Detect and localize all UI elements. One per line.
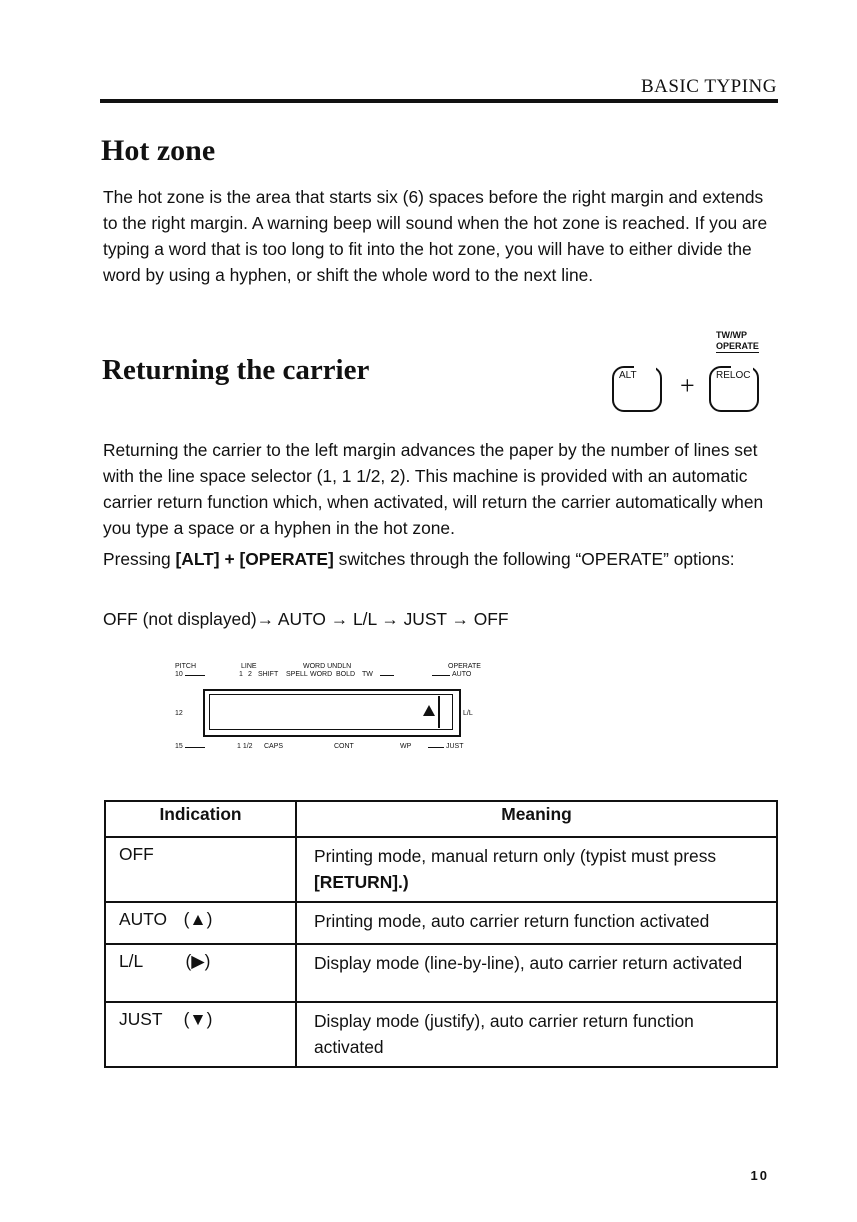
heading-hot-zone: Hot zone [101, 134, 216, 167]
meaning-text: Display mode (justify), auto carrier return function activated [314, 1011, 694, 1057]
running-header: BASIC TYPING [640, 76, 777, 97]
column-header-indication: Indication [105, 801, 296, 837]
alt-key-icon [612, 366, 662, 412]
indication-cell [105, 837, 296, 902]
up-triangle-icon: (▲) [183, 909, 213, 929]
indication-table [104, 800, 778, 1068]
label-line-1: 1 [239, 671, 243, 678]
label-auto: AUTO [452, 671, 472, 678]
meaning-cell [296, 944, 777, 1002]
plus-ref: + [219, 549, 240, 569]
reloc-key-label: RELOC [716, 370, 751, 381]
lcd-divider [438, 696, 440, 728]
key-notch [634, 365, 656, 370]
indication-cell [105, 902, 296, 944]
alt-key-ref: [ALT] [175, 549, 220, 569]
heading-returning-carrier: Returning the carrier [102, 354, 370, 386]
key-label-tw-wp: TW/WP [716, 330, 747, 340]
label-shift: SHIFT [258, 671, 279, 678]
hot-zone-paragraph: The hot zone is the area that starts six (6) spaces before the right margin and extends to the right margin. A warning beep will sound when the hot zone is reached. If you are typing a word that is too long to fit into the hot zone, you will have to either divide the word by using a hyphen, or shift the whole word to the next line. [103, 187, 768, 285]
label-ll: L/L [463, 710, 473, 717]
meaning-cell [296, 1002, 777, 1067]
label-operate: OPERATE [448, 663, 481, 670]
leader-line [185, 747, 205, 748]
label-line-2: 2 [248, 671, 252, 678]
label-one-half: 1 1/2 [237, 743, 253, 750]
indication-cell [105, 1002, 296, 1067]
header-rule [100, 99, 778, 103]
label-wp: WP [400, 743, 412, 750]
indication-cell [105, 944, 296, 1002]
meaning-cell [296, 902, 777, 944]
label-just: JUST [446, 743, 464, 750]
operate-key-ref: [OPERATE] [239, 549, 334, 569]
table-row [105, 902, 777, 944]
table-row [105, 837, 777, 902]
label-word: WORD [310, 671, 333, 678]
meaning-text: Printing mode, manual return only (typist must press [314, 846, 717, 866]
label-bold: BOLD [336, 671, 356, 678]
leader-line [185, 675, 205, 676]
table-row [105, 944, 777, 1002]
leader-line [380, 675, 394, 676]
key-label-tw-wp-operate [716, 330, 759, 353]
plus-sign: + [680, 371, 695, 400]
label-pitch-12: 12 [175, 710, 183, 717]
meaning-text: Display mode (line-by-line), auto carrier return activated [314, 953, 743, 973]
page-number: 10 [750, 1168, 769, 1183]
right-triangle-icon: (▶) [185, 951, 211, 971]
label-pitch-15: 15 [175, 743, 183, 750]
indication-label: AUTO [119, 909, 167, 929]
meaning-text: Printing mode, auto carrier return function activated [314, 911, 710, 931]
lcd-window [209, 694, 453, 730]
leader-line [432, 675, 450, 676]
text-switches: switches through the following “OPERATE” options: [333, 549, 735, 569]
label-spell: SPELL [286, 671, 308, 678]
indication-label: OFF [119, 844, 154, 864]
table-header-row [105, 801, 777, 837]
label-word-undln: WORD UNDLN [303, 663, 352, 670]
label-caps: CAPS [264, 743, 284, 750]
leader-line [428, 747, 444, 748]
label-pitch-10: 10 [175, 671, 183, 678]
operate-sequence: OFF (not displayed)→ AUTO → L/L → JUST → OFF [103, 609, 509, 629]
column-header-meaning: Meaning [296, 801, 777, 837]
down-triangle-icon: (▼) [183, 1009, 213, 1029]
label-pitch: PITCH [175, 663, 196, 670]
indication-label: L/L [119, 951, 144, 971]
reloc-key-icon [709, 366, 759, 412]
operate-options-paragraph [103, 546, 777, 572]
return-key-ref: [RETURN].) [314, 872, 409, 892]
text-pressing: Pressing [103, 549, 176, 569]
alt-key-label: ALT [619, 370, 637, 381]
key-label-operate: OPERATE [716, 341, 759, 351]
meaning-cell [296, 837, 777, 902]
label-line: LINE [241, 663, 257, 670]
indication-label: JUST [119, 1009, 163, 1029]
auto-indicator-triangle-icon [423, 705, 435, 716]
returning-paragraph: Returning the carrier to the left margin advances the paper by the number of lines set with the line space selector (1, 1 1/2, 2). This machine is provided with an automatic carrier return function which, when activated, will return the carrier automatically when you type a space or a hyphen in the hot zone. [103, 440, 764, 538]
label-tw: TW [362, 671, 373, 678]
label-cont: CONT [334, 743, 354, 750]
table-row [105, 1002, 777, 1067]
